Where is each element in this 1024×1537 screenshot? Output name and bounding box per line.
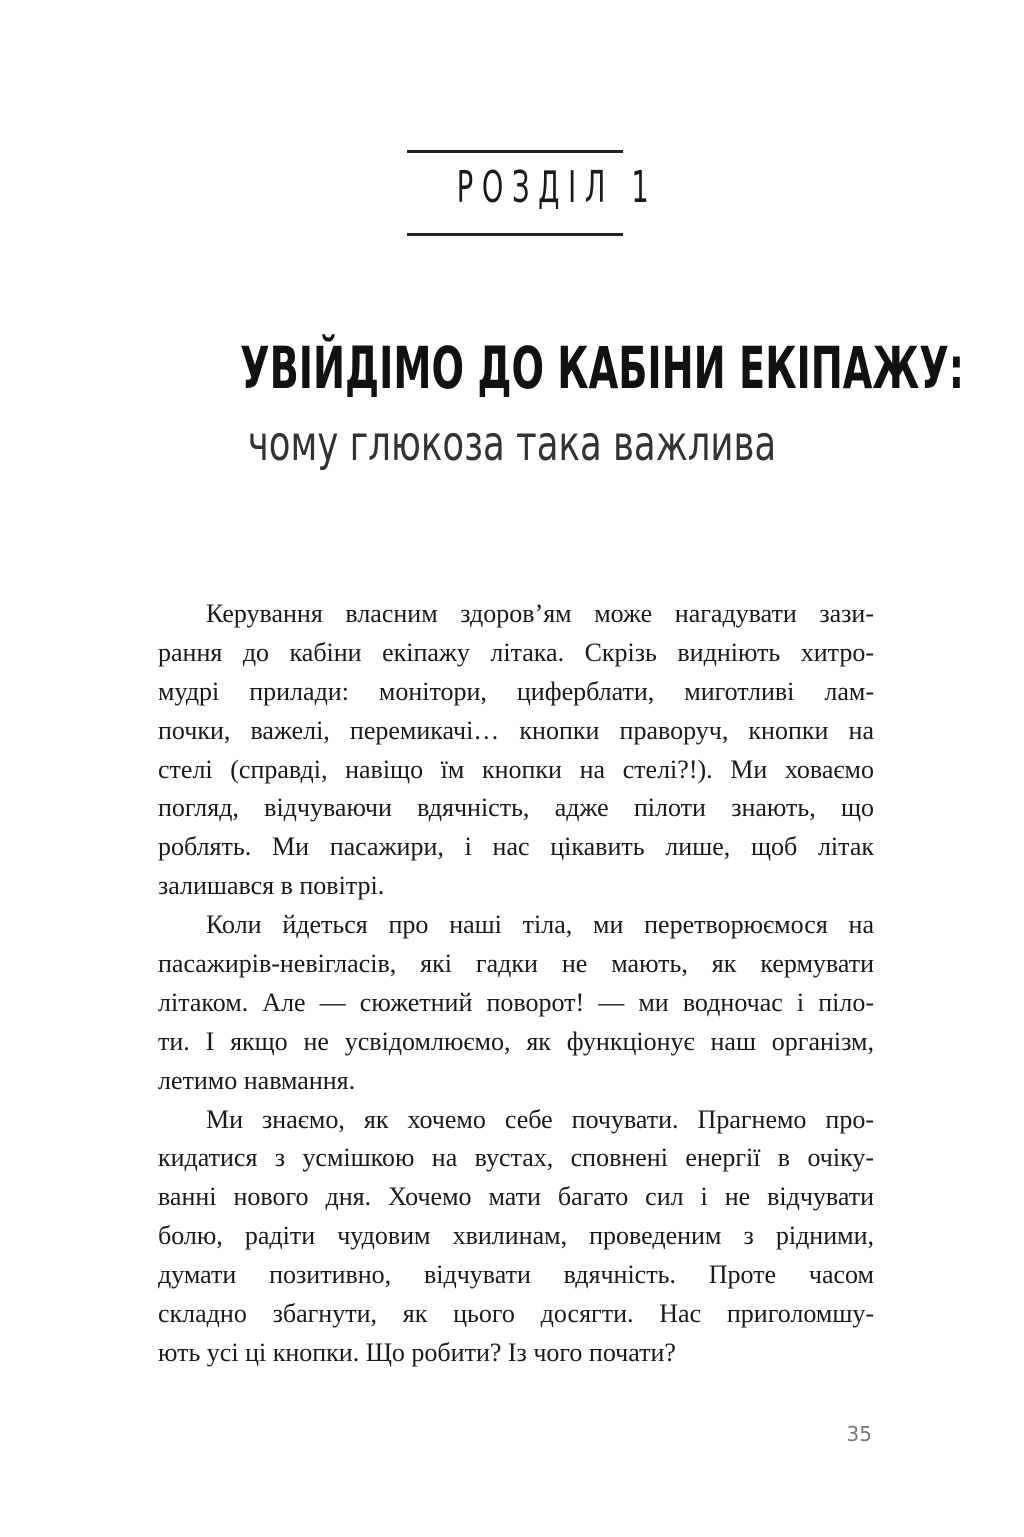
text-line: Коли йдеться про наші тіла, ми перетворюємося на — [206, 910, 874, 940]
text-line: думати позитивно, відчувати вдячність. Проте часом — [158, 1260, 874, 1290]
body-text — [158, 595, 874, 1373]
text-line: погляд, відчуваючи вдячність, адже пілоти знають, що — [158, 793, 874, 823]
chapter-subtitle: чому глюкоза така важлива — [247, 416, 777, 472]
paragraph-3 — [158, 1101, 874, 1373]
text-line: Керування власним здоров’ям може нагадувати зази- — [206, 599, 874, 628]
text-line: літаком. Але — сюжетний поворот! — ми водночас і піло- — [158, 987, 874, 1017]
text-line: рання до кабіни екіпажу літака. Скрізь видніють хитро- — [158, 637, 874, 667]
chapter-bottom-rule — [407, 233, 623, 236]
text-line: мудрі прилади: монітори, циферблати, миготливі лам- — [158, 676, 874, 706]
page-number: 35 — [846, 1422, 872, 1446]
chapter-label: РОЗДІЛ 1 — [456, 162, 658, 213]
text-line: летимо навмання. — [158, 1065, 356, 1095]
chapter-heading-box — [407, 150, 658, 236]
text-line: залишався в повітрі. — [158, 871, 385, 901]
text-line: болю, радіти чудовим хвилинам, проведеним з рідними, — [158, 1221, 874, 1251]
text-line: почки, важелі, перемикачі… кнопки праворуч, кнопки на — [158, 715, 874, 745]
paragraph-1 — [158, 595, 874, 906]
text-line: ють усі ці кнопки. Що робити? Із чого почати? — [158, 1337, 676, 1367]
text-line: ванні нового дня. Хочемо мати багато сил і не відчувати — [158, 1182, 874, 1212]
text-line: стелі (справді, навіщо їм кнопки на стелі?!). Ми ховаємо — [158, 754, 874, 784]
text-line: Ми знаємо, як хочемо себе почувати. Прагнемо про- — [206, 1104, 874, 1134]
chapter-title: УВІЙДІМО ДО КАБІНИ ЕКІПАЖУ: — [240, 334, 965, 402]
chapter-top-rule — [407, 150, 623, 153]
text-line: складно збагнути, як цього досягти. Нас приголомшу- — [158, 1299, 874, 1329]
text-line: пасажирів-невігласів, які гадки не мають, як кермувати — [158, 949, 874, 979]
paragraph-2 — [158, 906, 874, 1100]
text-line: ти. І якщо не усвідомлюємо, як функціонує наш організм, — [158, 1026, 874, 1056]
text-line: кидатися з усмішкою на вустах, сповнені енергії в очіку- — [158, 1143, 874, 1173]
text-line: роблять. Ми пасажири, і нас цікавить лише, щоб літак — [158, 832, 874, 862]
